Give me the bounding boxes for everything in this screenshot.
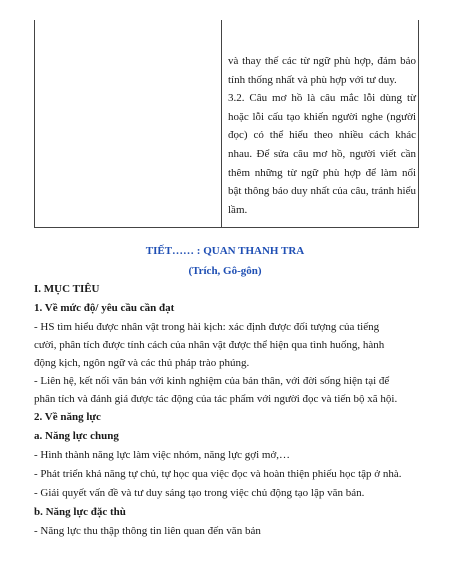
list-item: - Giải quyết vấn đề và tư duy sáng tạo trong việc chủ động tạo lập văn bản.	[34, 487, 365, 499]
paragraph-line: động kịch, ngôn ngữ và các thủ pháp trào phúng.	[34, 357, 250, 369]
table-paragraph: và thay thế các từ ngữ phù hợp, đảm bảo tính thống nhất và phù hợp với tư duy.	[228, 55, 416, 86]
subsection-heading: b. Năng lực đặc thù	[34, 506, 126, 518]
list-item: - Phát triển khả năng tự chủ, tự học qua việc đọc và hoàn thiện phiếu học tập ở nhà.	[34, 468, 402, 480]
paragraph-line: phân tích và đánh giá được tác động của tác phẩm với người đọc và tiến bộ xã hội.	[34, 393, 398, 405]
subsection-heading: 1. Về mức độ/ yêu cầu cần đạt	[34, 302, 175, 314]
paragraph-line: - HS tìm hiểu được nhân vật trong hài kịch: xác định được đối tượng của tiếng	[34, 321, 380, 333]
content-table	[34, 20, 419, 228]
subsection-heading: a. Năng lực chung	[34, 430, 119, 442]
lesson-subtitle: (Trích, Gô-gôn)	[188, 265, 262, 277]
table-paragraph: 3.2. Câu mơ hồ là câu mắc lỗi dùng từ hoặc lỗi cấu tạo khiến người nghe (người đọc) có thể hiểu theo nhiều cách khác nhau. Để sửa câu mơ hồ, người viết cần thêm những từ ngữ phù hợp để làm nổi bật thông báo duy nhất của câu, tránh hiểu lầm.	[228, 92, 416, 216]
table-right-cell	[228, 52, 416, 219]
list-item: - Hình thành năng lực làm việc nhóm, năng lực gợi mở,…	[34, 449, 291, 461]
list-item: - Năng lực thu thập thông tin liên quan đến văn bản	[34, 525, 261, 537]
paragraph-line: - Liên hệ, kết nối văn bản với kinh nghiệm của bản thân, với đời sống hiện tại để	[34, 375, 390, 387]
paragraph-line: cười, phân tích được tính cách của nhân vật được thể hiện qua tình huống, hành	[34, 339, 385, 351]
table-column-divider	[221, 20, 222, 227]
lesson-title: TIẾT…… : QUAN THANH TRA	[145, 245, 305, 257]
section-heading: I. MỤC TIÊU	[34, 283, 100, 295]
subsection-heading: 2. Về năng lực	[34, 411, 101, 423]
